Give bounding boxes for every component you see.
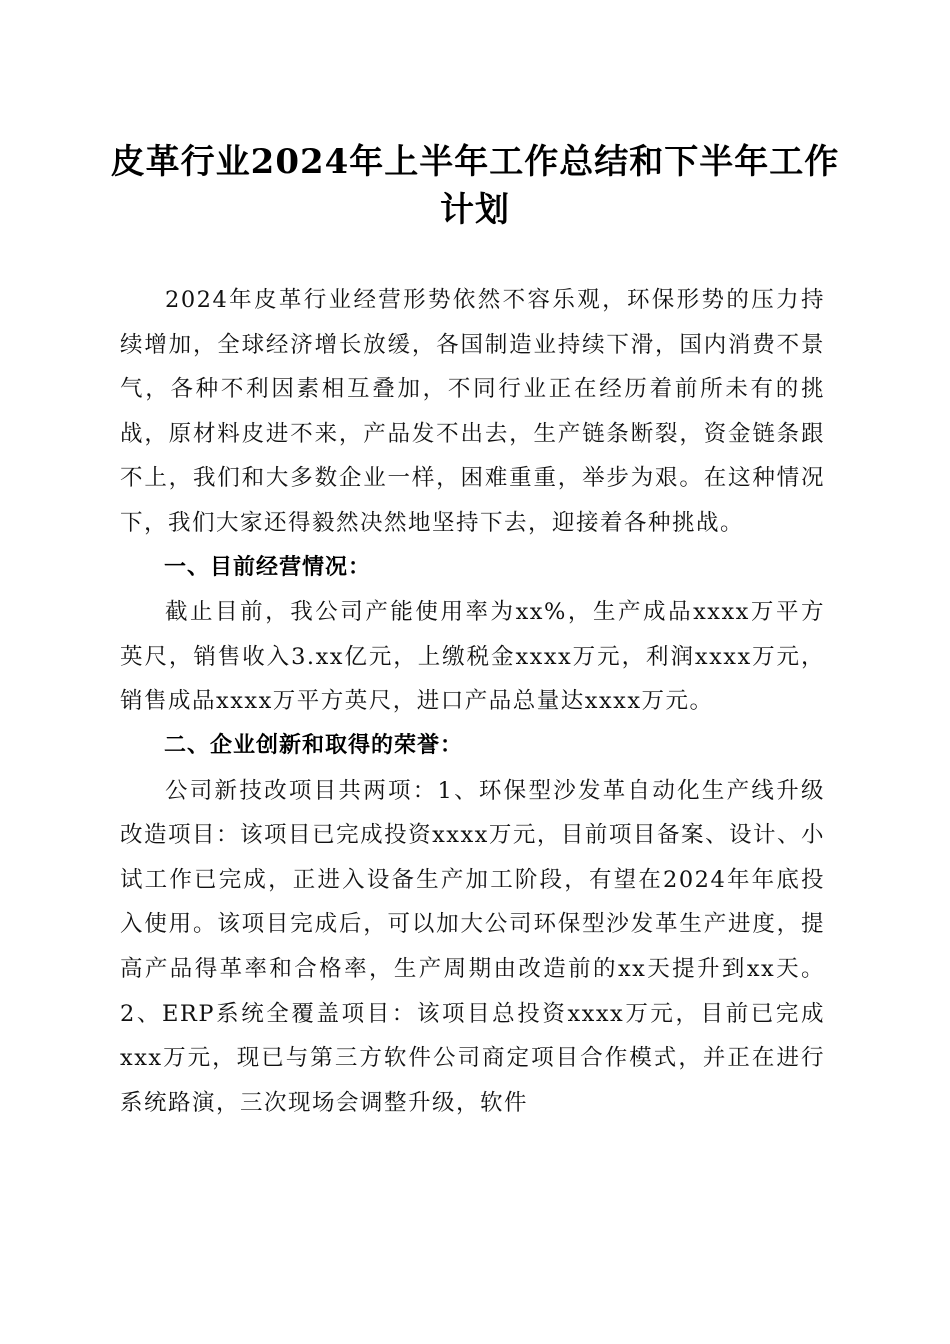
section-heading-operations: 一、目前经营情况： [164,554,372,580]
innovation-paragraph: 公司新技改项目共两项：1、环保型沙发革自动化生产线升级改造项目：该项目已完成投资xxxx万元，目前项目备案、设计、小试工作已完成，正进入设备生产加工阶段，有望在2024年年底投入使用。该项目完成后，可以加大公司环保型沙发革生产进度，提高产品得革率和合格率，生产周期由改造前的xx天提升到xx天。2、ERP系统全覆盖项目：该项目总投资xxxx万元，目前已完成xxx万元，现已与第三方软件公司商定项目合作模式，并正在进行系统路演，三次现场会调整升级，软件 [120,777,825,1116]
intro-paragraph: 2024年皮革行业经营形势依然不容乐观，环保形势的压力持续增加，全球经济增长放缓，各国制造业持续下滑，国内消费不景气，各种不利因素相互叠加，不同行业正在经历着前所未有的挑战，原材料皮进不来，产品发不出去，生产链条断裂，资金链条跟不上，我们和大多数企业一样，困难重重，举步为艰。在这种情况下，我们大家还得毅然决然地坚持下去，迎接着各种挑战。 [120,287,825,536]
document-body [120,278,825,1125]
operations-paragraph: 截止目前，我公司产能使用率为xx%，生产成品xxxx万平方英尺，销售收入3.xx亿元，上缴税金xxxx万元，利润xxxx万元，销售成品xxxx万平方英尺，进口产品总量达xxxx万元。 [120,599,825,715]
document-title: 皮革行业2024年上半年工作总结和下半年工作计划 [110,142,840,230]
section-heading-innovation: 二、企业创新和取得的荣誉： [164,732,464,758]
